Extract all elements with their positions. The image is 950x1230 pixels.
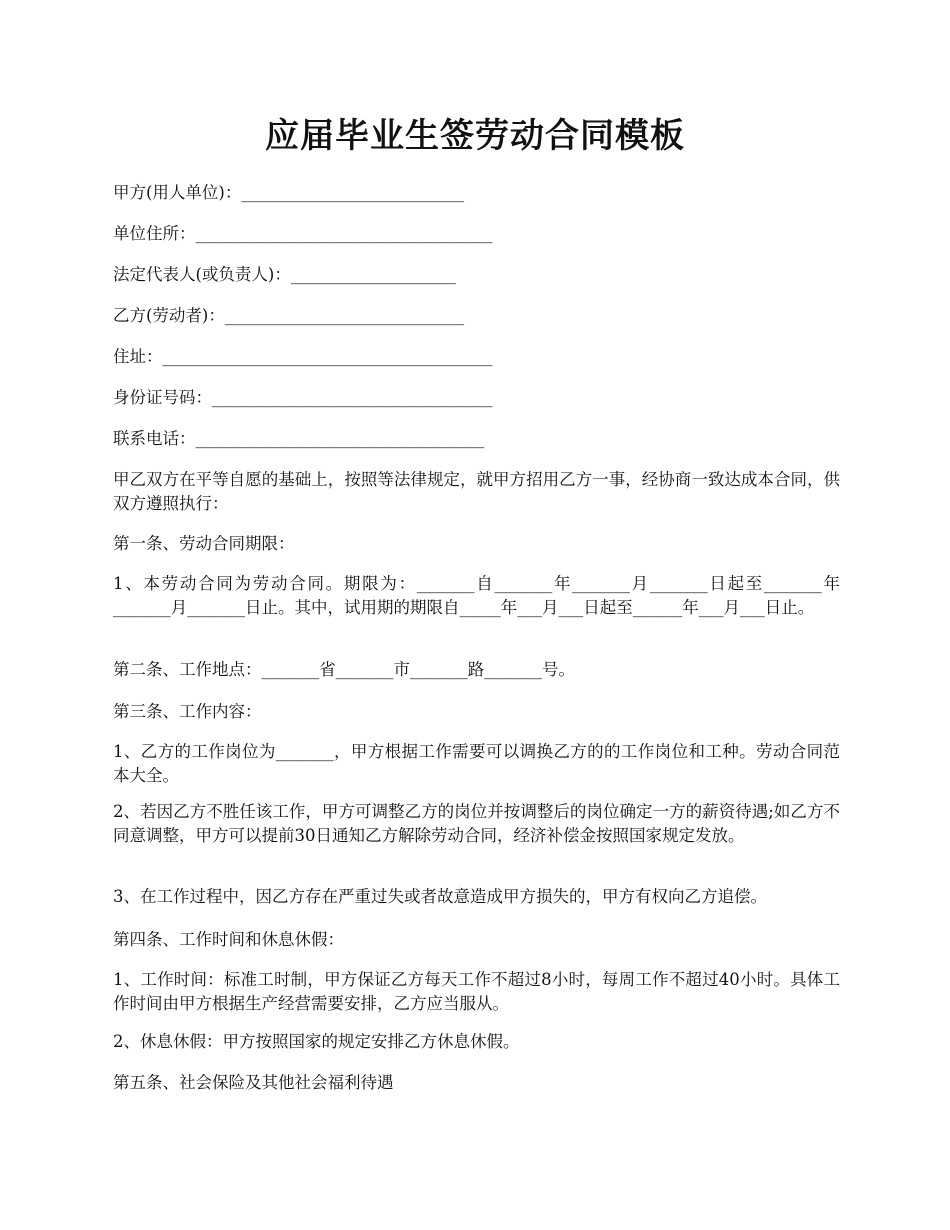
article3-paragraph-1: 1、乙方的工作岗位为_______，甲方根据工作需要可以调换乙方的的工作岗位和工种。劳动合同范本大全。	[113, 742, 840, 785]
field-phone: 联系电话：___________________________________	[113, 429, 485, 448]
article3-paragraph-3: 3、在工作过程中，因乙方存在严重过失或者故意造成甲方损失的，甲方有权向乙方追偿。	[113, 887, 767, 906]
article3-paragraph-2: 2、若因乙方不胜任该工作，甲方可调整乙方的岗位并按调整后的岗位确定一方的薪资待遇;如乙方不同意调整，甲方可以提前30日通知乙方解除劳动合同，经济补偿金按照国家规定发放。	[113, 802, 840, 845]
article3-heading: 第三条、工作内容：	[113, 702, 262, 721]
article1-heading: 第一条、劳动合同期限：	[113, 534, 295, 553]
field-party-b: 乙方(劳动者)：_____________________________	[113, 306, 465, 325]
field-address: 住址：________________________________________	[113, 347, 493, 366]
article4-heading: 第四条、工作时间和休息休假：	[113, 930, 344, 949]
preamble-paragraph: 甲乙双方在平等自愿的基础上，按照等法律规定，就甲方招用乙方一事，经协商一致达成本合同，供双方遵照执行：	[113, 470, 840, 513]
article2-heading: 第二条、工作地点：_______省_______市_______路_______号。	[113, 660, 575, 679]
field-legal-rep: 法定代表人(或负责人)：____________________	[113, 265, 456, 284]
article5-heading: 第五条、社会保险及其他社会福利待遇	[113, 1073, 394, 1092]
article1-paragraph-1: 1、本劳动合同为劳动合同。期限为：_______自_______年_______月_______日起至_______年_______月_______日止。其中，试用期的期限自_____年___月___日起至______年___月___日止。	[113, 574, 840, 617]
field-id-number: 身份证号码：__________________________________	[113, 388, 493, 407]
document-title: 应届毕业生签劳动合同模板	[265, 116, 685, 156]
article4-paragraph-2: 2、休息休假：甲方按照国家的规定安排乙方休息休假。	[113, 1032, 520, 1051]
field-party-a: 甲方(用人单位)：___________________________	[113, 183, 465, 202]
article4-paragraph-1: 1、工作时间：标准工时制，甲方保证乙方每天工作不超过8小时，每周工作不超过40小时。具体工作时间由甲方根据生产经营需要安排，乙方应当服从。	[113, 970, 840, 1013]
field-unit-address: 单位住所：____________________________________	[113, 224, 493, 243]
